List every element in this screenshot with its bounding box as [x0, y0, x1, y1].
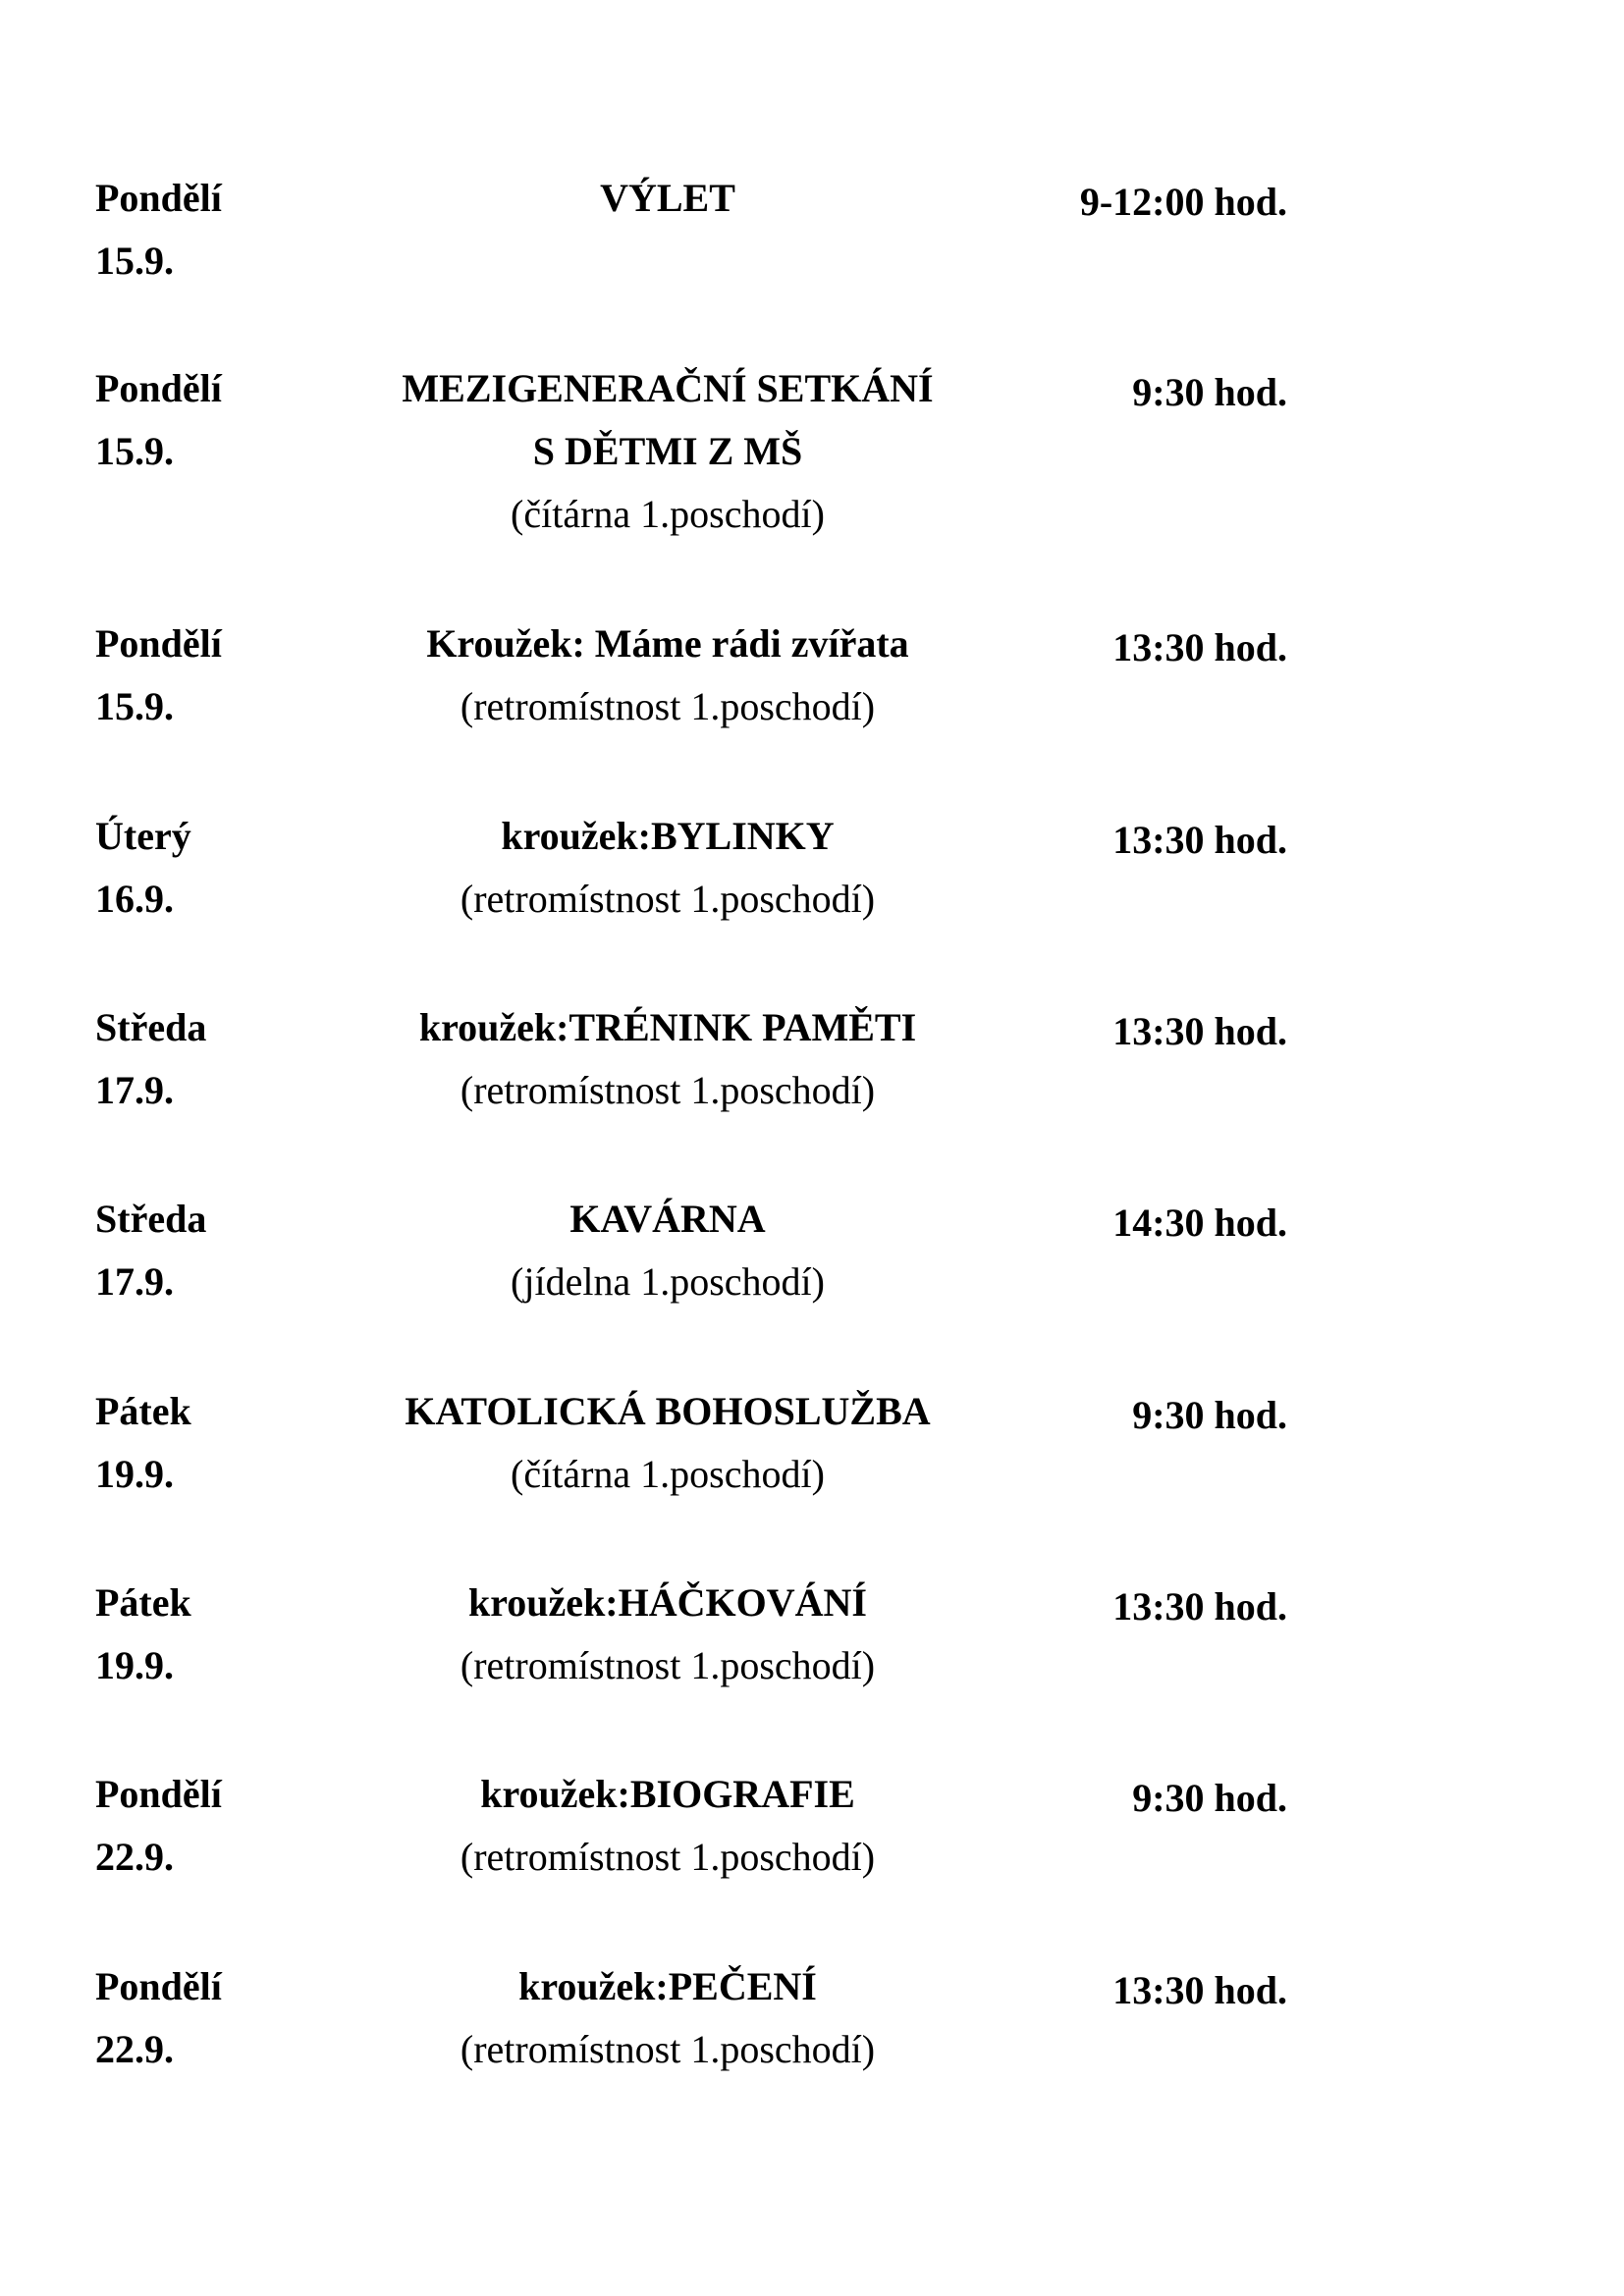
entry-day: Pondělí: [95, 366, 222, 410]
schedule-entry: [0, 1963, 1624, 2140]
entry-title: kroužek:TRÉNINK PAMĚTI: [418, 1005, 917, 1049]
entry-location: (čítárna 1.poschodí): [511, 1452, 825, 1496]
entry-location: (jídelna 1.poschodí): [511, 1259, 825, 1304]
entry-time: 13:30 hod.: [1112, 1009, 1287, 1053]
entry-time: 13:30 hod.: [1112, 1968, 1287, 2012]
entry-day: Středa: [95, 1005, 207, 1049]
entry-location: (retromístnost 1.poschodí): [460, 877, 876, 921]
entry-day: Pondělí: [95, 621, 222, 666]
entry-activity: [275, 1579, 1060, 1689]
entry-activity: [275, 813, 1060, 923]
schedule-entry: [0, 1771, 1624, 1948]
entry-date: 17.9.: [95, 1259, 174, 1304]
entry-activity: [275, 1388, 1060, 1498]
schedule-entry: [0, 175, 1624, 351]
entry-location: (čítárna 1.poschodí): [511, 492, 825, 536]
entry-location: (retromístnost 1.poschodí): [460, 2027, 876, 2071]
entry-title: MEZIGENERAČNÍ SETKÁNÍ: [402, 366, 934, 410]
schedule-entry: [0, 1388, 1624, 1565]
entry-date: 22.9.: [95, 1835, 174, 1879]
entry-date: 15.9.: [95, 684, 174, 728]
schedule-entry: [0, 365, 1624, 542]
entry-date: 16.9.: [95, 877, 174, 921]
schedule-entry: [0, 1004, 1624, 1181]
schedule-entry: [0, 620, 1624, 797]
entry-activity: [275, 620, 1060, 730]
entry-day: Pátek: [95, 1580, 191, 1625]
entry-day: Pondělí: [95, 1964, 222, 2008]
schedule-entry: [0, 1579, 1624, 1756]
entry-time: 14:30 hod.: [1112, 1201, 1287, 1245]
entry-location: (retromístnost 1.poschodí): [460, 1068, 876, 1112]
entry-date: 17.9.: [95, 1068, 174, 1112]
entry-title: KAVÁRNA: [569, 1197, 766, 1241]
entry-activity: [275, 1771, 1060, 1881]
entry-location: (retromístnost 1.poschodí): [460, 1835, 876, 1879]
entry-day: Pondělí: [95, 176, 222, 220]
entry-date: 15.9.: [95, 239, 174, 283]
entry-activity: [275, 1196, 1060, 1306]
entry-date: 19.9.: [95, 1452, 174, 1496]
schedule-entry: [0, 813, 1624, 989]
entry-activity: [275, 1004, 1060, 1114]
entry-time: 9:30 hod.: [1132, 1776, 1287, 1820]
entry-location: (retromístnost 1.poschodí): [460, 684, 876, 728]
entry-time: 13:30 hod.: [1112, 818, 1287, 862]
schedule-entry: [0, 1196, 1624, 1372]
entry-activity: [275, 365, 1060, 538]
entry-day: Středa: [95, 1197, 207, 1241]
entry-title: kroužek:HÁČKOVÁNÍ: [468, 1580, 867, 1625]
entry-title: kroužek:PEČENÍ: [518, 1964, 817, 2008]
entry-time: 9:30 hod.: [1132, 370, 1287, 414]
entry-date: 19.9.: [95, 1643, 174, 1687]
entry-day: Pátek: [95, 1389, 191, 1433]
entry-date: 22.9.: [95, 2027, 174, 2071]
entry-day: Pondělí: [95, 1772, 222, 1816]
entry-activity: [275, 1963, 1060, 2073]
entry-location: (retromístnost 1.poschodí): [460, 1643, 876, 1687]
entry-time: 9-12:00 hod.: [1079, 180, 1287, 224]
entry-activity: [275, 175, 1060, 238]
entry-title: VÝLET: [600, 176, 735, 220]
entry-title: kroužek:BYLINKY: [501, 814, 835, 858]
entry-title: Kroužek: Máme rádi zvířata: [426, 621, 909, 666]
entry-title: kroužek:BIOGRAFIE: [480, 1772, 855, 1816]
entry-title: S DĚTMI Z MŠ: [532, 429, 803, 473]
entry-time: 13:30 hod.: [1112, 1584, 1287, 1629]
entry-title: KATOLICKÁ BOHOSLUŽBA: [405, 1389, 931, 1433]
entry-date: 15.9.: [95, 429, 174, 473]
entry-day: Úterý: [95, 814, 191, 858]
entry-time: 13:30 hod.: [1112, 625, 1287, 669]
entry-time: 9:30 hod.: [1132, 1393, 1287, 1437]
